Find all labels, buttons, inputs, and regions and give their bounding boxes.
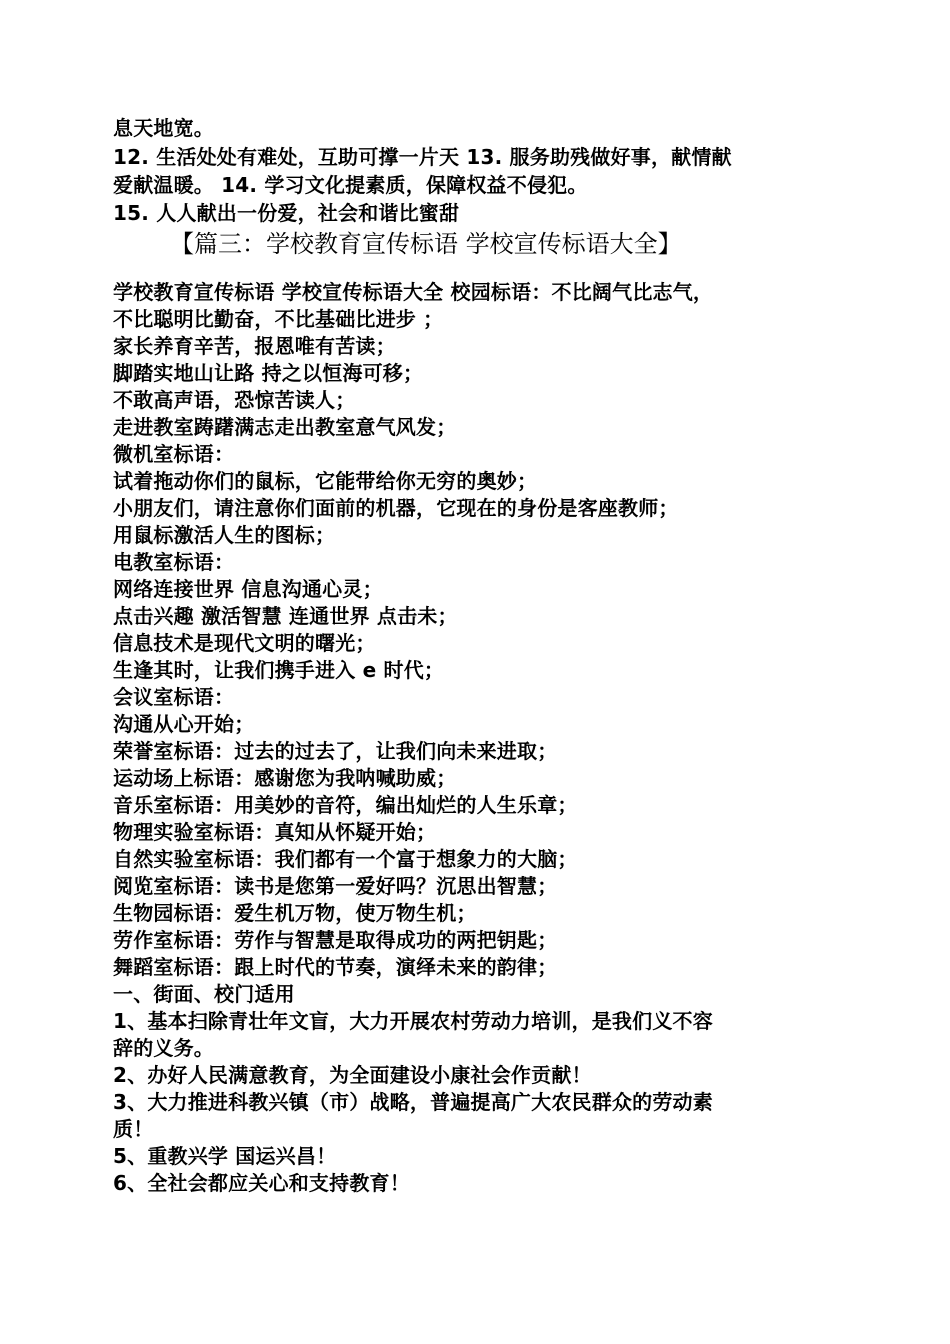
text-line: 阅览室标语：读书是您第一爱好吗？沉思出智慧； xyxy=(113,874,558,898)
text-line: 脚踏实地山让路 持之以恒海可移； xyxy=(113,361,424,385)
text-line: 6、全社会都应关心和支持教育！ xyxy=(113,1171,410,1195)
text-line: 5、重教兴学 国运兴昌！ xyxy=(113,1144,337,1168)
text-line: 微机室标语： xyxy=(113,442,235,466)
text-line: 生物园标语：爱生机万物，使万物生机； xyxy=(113,901,477,925)
text-line: 劳作室标语：劳作与智慧是取得成功的两把钥匙； xyxy=(113,928,558,952)
text-line: 试着拖动你们的鼠标，它能带给你无穷的奥妙； xyxy=(113,469,538,493)
text-line: 沟通从心开始； xyxy=(113,712,255,736)
text-line: 2、办好人民满意教育，为全面建设小康社会作贡献！ xyxy=(113,1063,592,1087)
text-line: 信息技术是现代文明的曙光； xyxy=(113,631,376,655)
text-line: 自然实验室标语：我们都有一个富于想象力的大脑； xyxy=(113,847,578,871)
text-line: 质！ xyxy=(113,1117,154,1141)
text-line: 息天地宽。 xyxy=(113,116,214,140)
text-line: 辞的义务。 xyxy=(113,1036,214,1060)
text-line: 运动场上标语：感谢您为我呐喊助威； xyxy=(113,766,457,790)
text-line: 电教室标语： xyxy=(113,550,235,574)
text-line: 家长养育辛苦，报恩唯有苦读； xyxy=(113,334,396,358)
text-line: 网络连接世界 信息沟通心灵； xyxy=(113,577,383,601)
text-line: 荣誉室标语：过去的过去了，让我们向未来进取； xyxy=(113,739,558,763)
text-line: 用鼠标激活人生的图标； xyxy=(113,523,336,547)
text-line: 舞蹈室标语：跟上时代的节奏，演绎未来的韵律； xyxy=(113,955,558,979)
section-title: 【篇三：学校教育宣传标语 学校宣传标语大全】 xyxy=(170,230,682,258)
text-line: 学校教育宣传标语 学校宣传标语大全 校园标语：不比阔气比志气， xyxy=(113,280,714,304)
text-line: 一、街面、校门适用 xyxy=(113,982,295,1006)
text-line: 音乐室标语：用美妙的音符，编出灿烂的人生乐章； xyxy=(113,793,578,817)
text-line: 3、大力推进科教兴镇（市）战略，普遍提高广大农民群众的劳动素 xyxy=(113,1090,713,1114)
text-line: 小朋友们，请注意你们面前的机器，它现在的身份是客座教师； xyxy=(113,496,679,520)
text-line: 爱献温暖。 14. 学习文化提素质，保障权益不侵犯。 xyxy=(113,173,588,197)
text-line: 15. 人人献出一份爱，社会和谐比蜜甜 xyxy=(113,201,460,225)
text-line: 会议室标语： xyxy=(113,685,235,709)
text-line: 点击兴趣 激活智慧 连通世界 点击未； xyxy=(113,604,458,628)
text-line: 12. 生活处处有难处，互助可撑一片天 13. 服务助残做好事，献情献 xyxy=(113,145,732,169)
text-line: 不比聪明比勤奋，不比基础比进步 ； xyxy=(113,307,444,331)
text-line: 物理实验室标语：真知从怀疑开始； xyxy=(113,820,437,844)
text-line: 生逢其时，让我们携手进入 e 时代； xyxy=(113,658,445,682)
text-line: 走进教室踌躇满志走出教室意气风发； xyxy=(113,415,457,439)
text-line: 1、基本扫除青壮年文盲，大力开展农村劳动力培训，是我们义不容 xyxy=(113,1009,713,1033)
text-line: 不敢高声语，恐惊苦读人； xyxy=(113,388,356,412)
